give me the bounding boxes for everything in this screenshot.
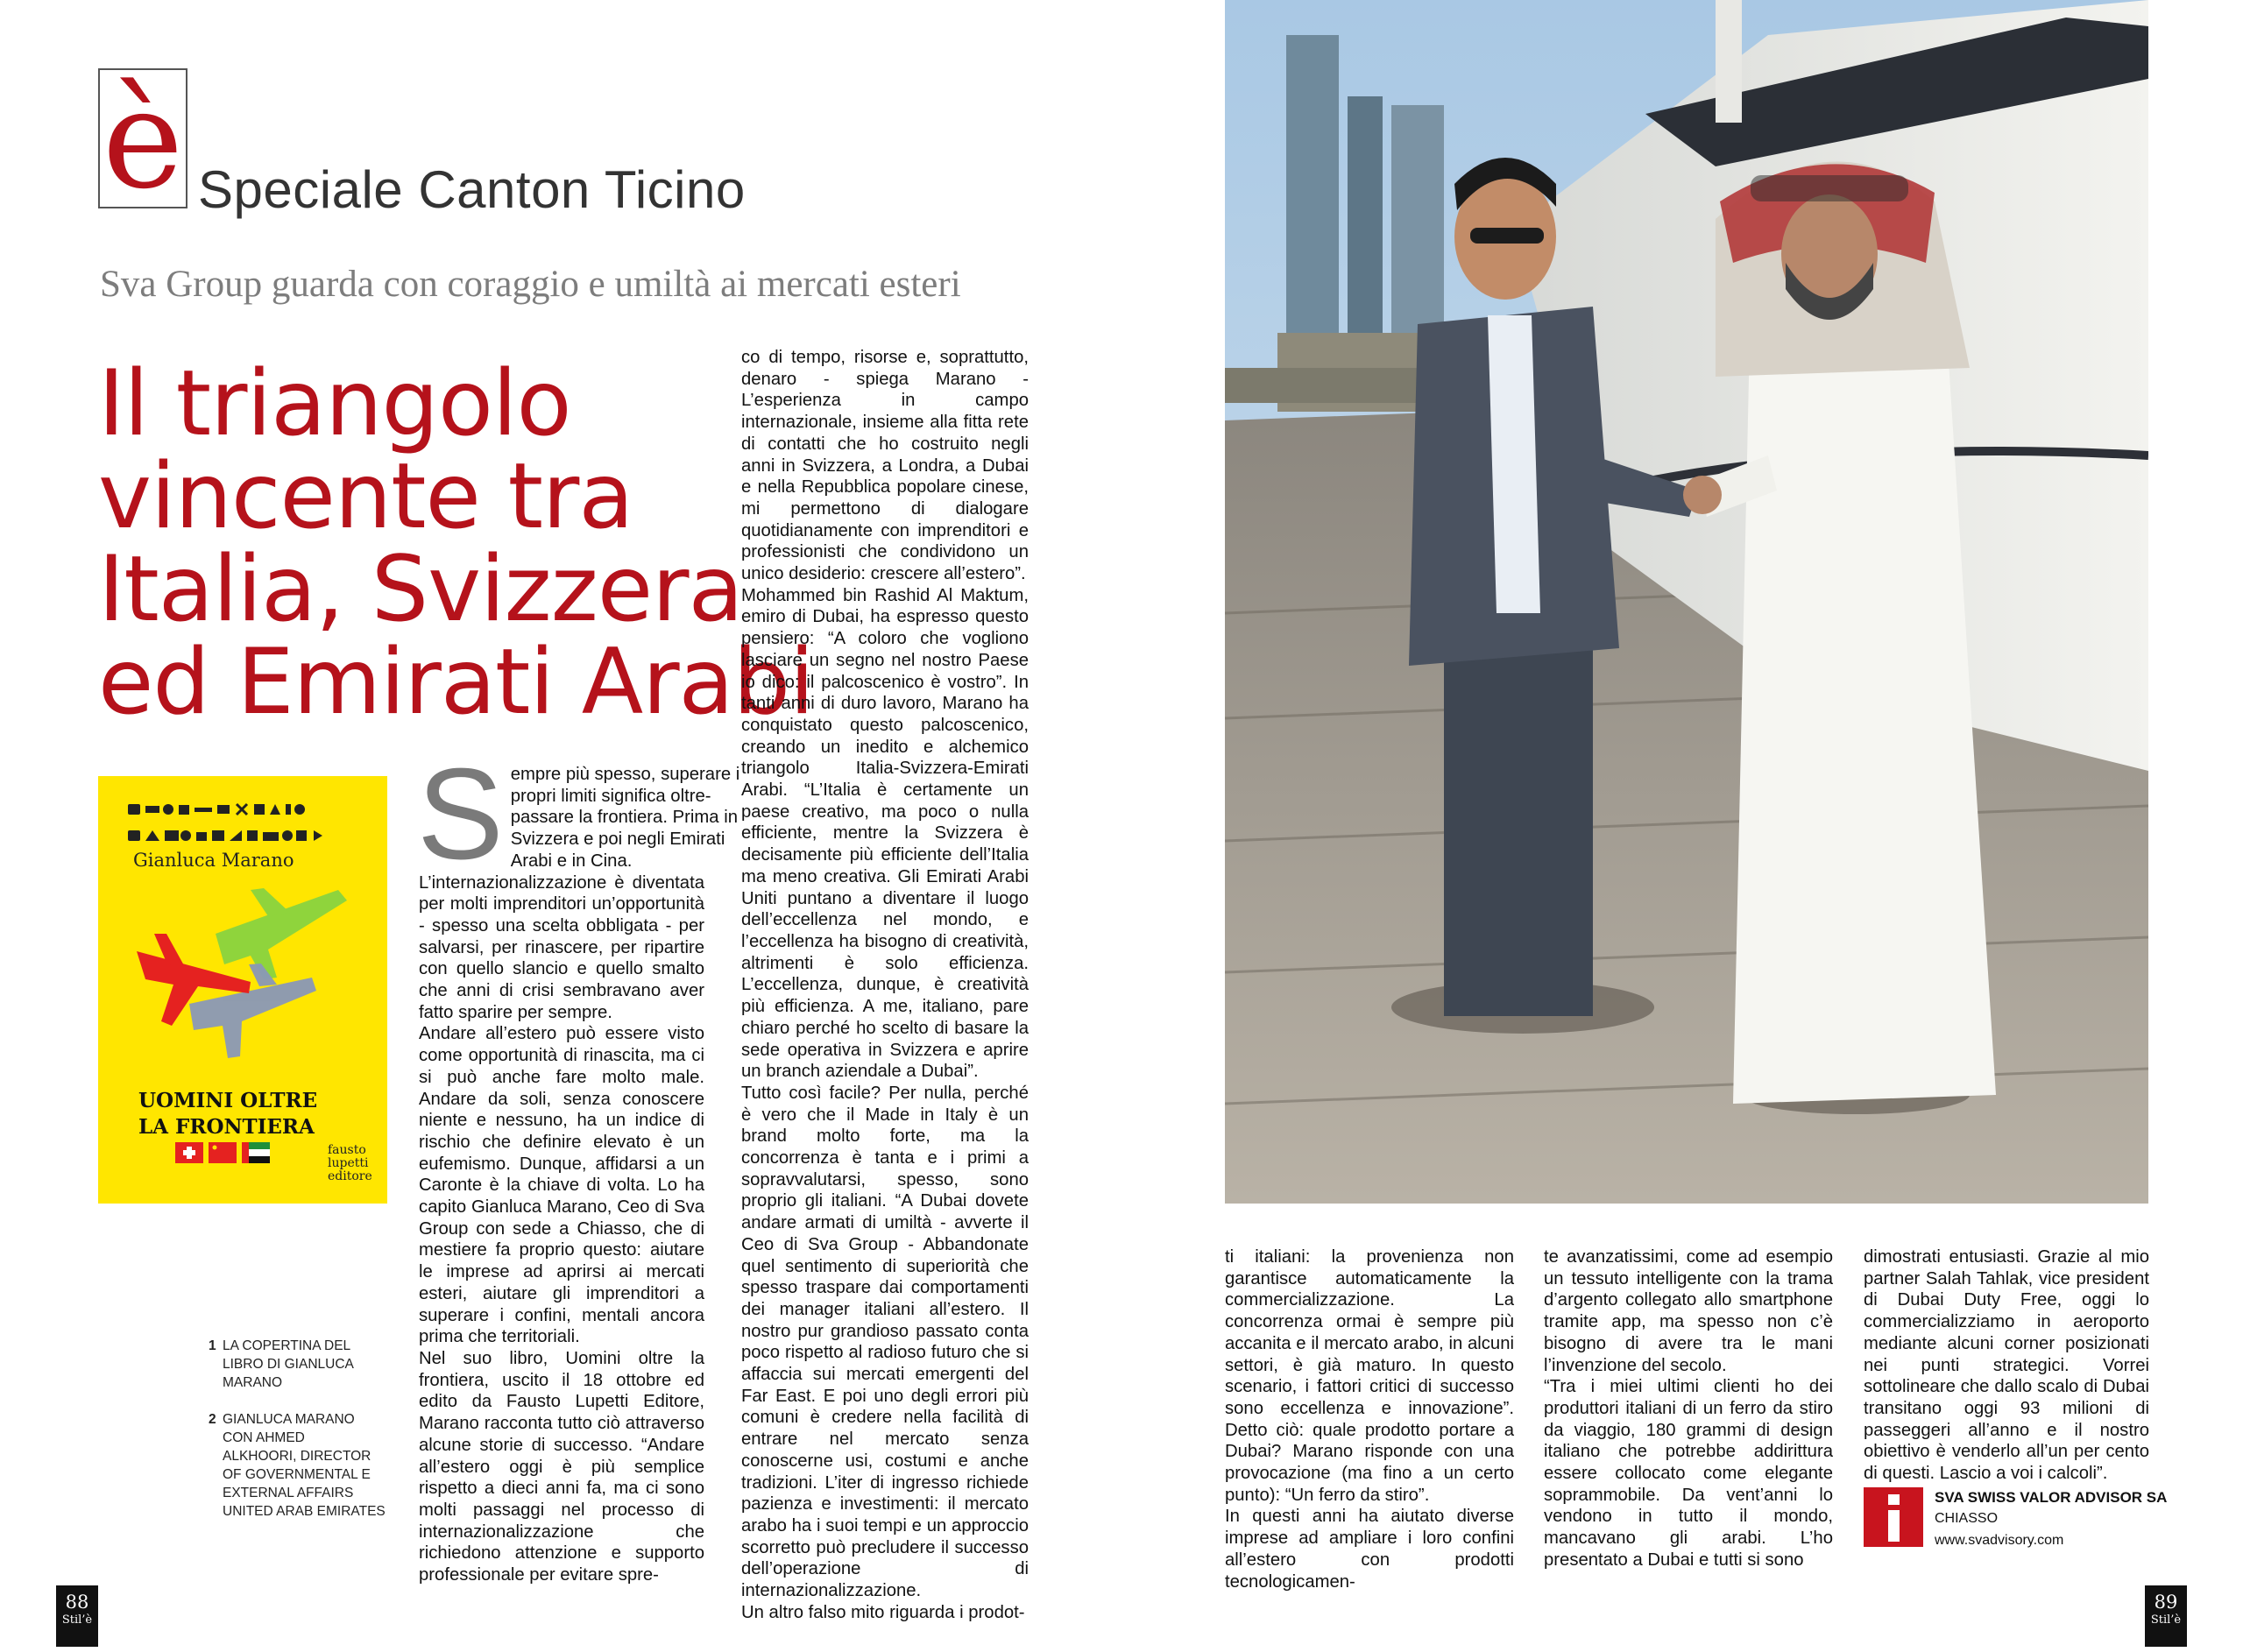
page-number: 89 [2154, 1592, 2178, 1613]
section-title: Speciale Canton Ticino [198, 160, 746, 219]
logo-letter: è [102, 60, 184, 219]
headline-line: Il triangolo [98, 351, 571, 456]
text-line: Svizzera e poi negli Emirati [510, 830, 725, 850]
text-line: empre più spesso, superare i [510, 765, 740, 784]
article-photo [1225, 0, 2148, 1204]
headline-line: ed Emirati Arabi [98, 630, 814, 735]
airplanes-illustration [137, 881, 356, 1083]
caption-number: 2 [209, 1412, 216, 1427]
info-i-glyph [1864, 1487, 1923, 1547]
drop-cap: S [417, 742, 504, 886]
paragraph: te avanzatissimi, come ad esempio un tessuto intelligente con la trama d’argento collegato allo smartphone tramite app, ma spesso non c’è bisogno di avere tra le mani l’invenzione del secolo. [1544, 1247, 1833, 1375]
company-website[interactable]: www.svadvisory.com [1935, 1533, 2064, 1548]
paragraph: Tutto così facile? Per nulla, perché è vero che il Made in Italy è un brand molto forte, ma la concorrenza è tanta e i primi a sopravvalutarsi, spesso, sono proprio gli italiani. “A Dubai dovete andare armati di umiltà - avverte il Ceo di Sva Group - Abbandonate quel sentimento di superiorità che spesso traspare dai comportamenti dei manager italiani all’estero. Il nostro pur grandioso passato conta poco rispetto al radioso futuro che si affaccia sui mercati emergenti del Far East. E poi uno degli errori più comuni è credere nella facilità di entrare nel mercato senza conoscerne usi, costumi e anche tradizioni. L’iter di ingresso richiede pazienza e investimenti: il mercato arabo ha i suoi tempi e un approccio scorretto può precludere il successo dell’operazione di internazionalizzazione. [741, 1083, 1029, 1601]
caption-line: GIANLUCA MARANO [223, 1412, 355, 1427]
caption-line: UNITED ARAB EMIRATES [223, 1504, 386, 1519]
caption-line: LA COPERTINA DEL [223, 1338, 351, 1353]
article-column-1 [417, 742, 740, 1586]
paragraph: Andare all’estero può essere visto come opportunità di rinascita, ma ci si può anche fare molto male. Andare da soli, senza conoscere niente e nessuno, ha un indice di rischio che definire elevato è un eufemismo. Dunque, affidarsi a un Caronte è la chiave di volta. Lo ha capito Gianluca Marano, Ceo di Sva Group con sede a Chiasso, che di mestiere fa proprio questo: aiutare le imprese ad aprirsi ai mercati esteri, aiutare gli imprenditori a superare i confini, mentali ancora prima che territoriali. [419, 1024, 704, 1347]
book-cover [98, 776, 387, 1204]
publisher-line: editore [328, 1169, 372, 1183]
magazine-logo [98, 60, 188, 219]
book-title-line: UOMINI OLTRE [138, 1089, 318, 1112]
publisher-line: fausto [328, 1143, 366, 1157]
headline-line: vincente tra [98, 444, 633, 549]
page-number-left [56, 1585, 98, 1647]
caption-2 [209, 1410, 386, 1521]
company-name: SVA SWISS VALOR ADVISOR SA [1935, 1489, 2168, 1506]
article-headline [98, 351, 814, 735]
book-author: Gianluca Marano [133, 850, 294, 871]
paragraph: Mohammed bin Rashid Al Maktum, emiro di Dubai, ha espresso questo pensiero: “A coloro che vogliono lasciare un segno nel nostro Paese io dico: il palcoscenico è vostro”. In tanti anni di duro lavoro, Marano ha conquistato questo palcoscenico, creando un inedito e alchemico triangolo Italia-Svizzera-Emirati Arabi. “L’Italia è certamente un paese creativo, ma poco o nulla efficiente, mentre la Svizzera è decisamente più efficiente dell’Italia ma meno creativa. Gli Emirati Arabi Uniti puntano a diventare il luogo dell’eccellenza nel mondo, e l’eccellenza ha bisogno di creatività, altrimenti è solo efficienza. L’eccellenza, dunque, è creatività più efficienza. A me, italiano, pare chiaro perché ho scelto di basare la sede operativa in Svizzera e aprire un branch aziendale a Dubai”. [741, 585, 1029, 1082]
caption-line: MARANO [223, 1375, 283, 1390]
paragraph: ti italiani: la provenienza non garantisce automaticamente la commercializzazione. La concorrenza ormai è sempre più accanita e il mercato arabo, in alcuni settori, è già maturo. In questo scenario, i fattori critici di successo sono eccellenza e innovazione”. Detto ciò: quale prodotto portare a Dubai? Marano risponde con una provocazione (ma fino a un certo punto): “Un ferro da stiro”. [1225, 1247, 1514, 1505]
book-publisher [328, 1144, 372, 1183]
article-column-5 [1864, 1246, 2149, 1485]
caption-line: ALKHOORI, DIRECTOR [223, 1449, 371, 1464]
publisher-line: lupetti [328, 1156, 369, 1170]
paragraph: L’internazionalizzazione è diventata per molti imprenditori un’opportunità - spesso una scelta obbligata - per salvarsi, per rinascere, per ripartire con quello slancio e quello smalto che anni di crisi sembravano aver fatto sparire per sempre. [419, 872, 704, 1022]
company-city: CHIASSO [1935, 1511, 1999, 1526]
magazine-name: Stil’è [2150, 1613, 2182, 1627]
text-line: passare la frontiera. Prima in [510, 808, 738, 828]
caption-1 [209, 1337, 354, 1392]
paragraph: co di tempo, risorse e, soprattutto, denaro - spiega Marano - L’esperienza in campo internazionale, insieme alla fitta rete di contatti che ho costruito negli anni in Svizzera, a Londra, a Dubai e nella Repubblica popolare cinese, mi permettono di dialogare quotidianamente con imprenditori e professionisti che condividono un unico desiderio: crescere all’estero”. [741, 348, 1029, 584]
paragraph: “Tra i miei ultimi clienti ho dei produttori italiani di un ferro da stiro da viaggio, 180 grammi di design italiano che potrebbe addirittura essere collocato come elegante soprammobile. Da vent’anni lo vendono in tutto il mondo, mancavano gli arabi. L’ho presentato a Dubai e tutti si sono [1544, 1377, 1833, 1570]
caption-line: LIBRO DI GIANLUCA [223, 1357, 354, 1372]
paragraph: Nel suo libro, Uomini oltre la frontiera, uscito il 18 ottobre ed edito da Fausto Lupetti Editore, Marano racconta tutto ciò attraverso alcune storie di successo. “Andare all’estero oggi è più semplice rispetto a dieci anni fa, ma ci sono molti passaggi nel processo di internazionalizzazione che richiedono attenzione e supporto professionale per evitare spre- [419, 1348, 704, 1585]
text-line: propri limiti significa oltre- [510, 786, 711, 806]
article-column-4 [1544, 1246, 1833, 1571]
paragraph: dimostrati entusiasti. Grazie al mio partner Salah Tahlak, vice president di Dubai Duty Free, oggi lo commercializziamo in aeroporto mediante alcuni corner posizionati nei punti strategici. Vorrei sottolineare che dallo scalo di Dubai transitano oggi 93 milioni di passeggeri all’anno e il nostro obiettivo è venderlo all’un per cento di questi. Lascio a voi i calcoli”. [1864, 1247, 2149, 1484]
paragraph: In questi anni ha aiutato diverse imprese ad ampliare i loro confini all’estero con prodotti tecnologicamen- [1225, 1507, 1514, 1592]
caption-line: EXTERNAL AFFAIRS [223, 1486, 354, 1500]
article-column-2 [741, 347, 1029, 1623]
travel-icons-strip [119, 797, 370, 855]
article-kicker: Sva Group guarda con coraggio e umiltà ai mercati esteri [100, 264, 961, 305]
page-number: 88 [65, 1592, 89, 1613]
book-title-line: LA FRONTIERA [138, 1115, 315, 1139]
page-number-right [2145, 1585, 2187, 1647]
magazine-name: Stil’è [61, 1613, 93, 1627]
headline-line: Italia, Svizzera [98, 537, 743, 642]
caption-number: 1 [209, 1338, 216, 1353]
article-column-3 [1225, 1246, 1514, 1592]
text-line: Arabi e in Cina. [510, 851, 633, 871]
caption-line: CON AHMED [223, 1430, 305, 1445]
book-title [138, 1088, 317, 1140]
paragraph: Un altro falso mito riguarda i prodot- [741, 1602, 1025, 1622]
flags-icon [175, 1142, 272, 1165]
caption-line: OF GOVERNMENTAL E [223, 1467, 371, 1482]
info-icon [1864, 1487, 1923, 1547]
